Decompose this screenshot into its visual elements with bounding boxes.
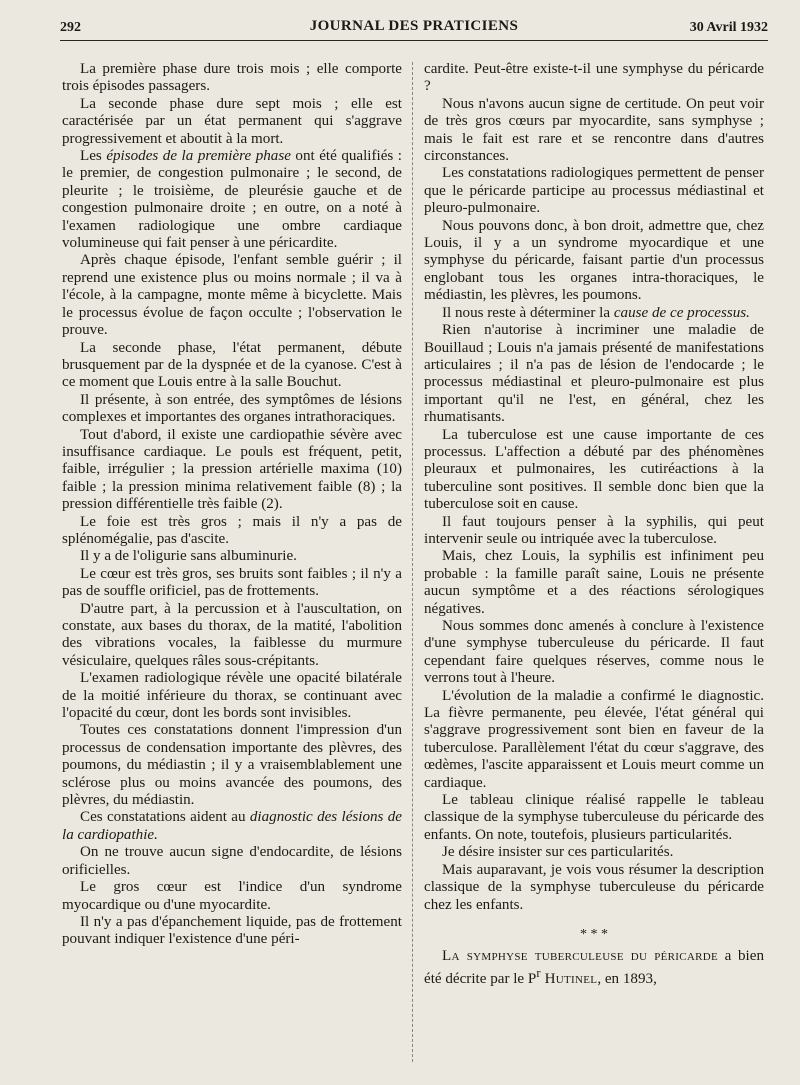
paragraph: D'autre part, à la percussion et à l'auscultation, on constate, aux bases du thorax, de la matité, l'abolition des vibrations vocales, la faiblesse du murmure vésiculaire, quelques râles sous-crépitants. — [62, 600, 402, 669]
paragraph: Rien n'autorise à incriminer une maladie de Bouillaud ; Louis n'a jamais présenté de manifestations articulaires ; il n'a pas de lésion de l'endocarde ; le processus médiastinal et pleuro-pulmonaire est plus important qu'il ne l'est, en général, chez les rhumatisants. — [424, 322, 764, 426]
paragraph: Il n'y a pas d'épanchement liquide, pas de frottement pouvant indiquer l'existence d'une péri- — [62, 913, 402, 948]
paragraph: Toutes ces constatations donnent l'impression d'un processus de condensation importante des plèvres, des poumons, du médiastin ; il y a vraisemblablement une sclérose plus ou moins avancée des poumons, des plèvres, du médiastin. — [62, 722, 402, 809]
author-name: Hutinel — [540, 971, 598, 988]
paragraph: Le gros cœur est l'indice d'un syndrome myocardique ou d'une myocardite. — [62, 879, 402, 913]
paragraph: La seconde phase, l'état permanent, débute brusquement par de la dyspnée et de la cyanose. C'est à ce moment que Louis entre à la salle Bouchut. — [62, 339, 402, 391]
left-column — [62, 61, 402, 949]
paragraph: Nous pouvons donc, à bon droit, admettre que, chez Louis, il y a un syndrome myocardique et une symphyse du péricarde, faisant partie d'un processus englobant tous les organes intra-thoraciques, le médiastin, les plèvres, les poumons. — [424, 217, 764, 304]
paragraph: La tuberculose est une cause importante de ces processus. L'affection a débuté par des phénomènes pleuraux et pulmonaires, les cutiréactions à la tuberculine sont positives. Il semble donc bien que la tuberculose soit en cause. — [424, 426, 764, 513]
paragraph: Il y a de l'oligurie sans albuminurie. — [80, 548, 297, 565]
section-separator-stars: * * * — [580, 926, 608, 942]
superscript-run: r — [536, 966, 541, 981]
text-run: Ces constatations aident au — [80, 809, 250, 826]
issue-date: 30 Avril 1932 — [689, 20, 768, 35]
paragraph: L'évolution de la maladie a confirmé le diagnostic. La fièvre permanente, peu élevée, l'état général qui s'aggrave progressivement sont bien en faveur de la tuberculose. Parallèlement l'état du cœur s'aggrave, des œdèmes, l'ascite apparaissent et Louis meurt comme un cardiaque. — [424, 687, 764, 791]
paragraph — [424, 948, 764, 989]
paragraph: Mais, chez Louis, la syphilis est infiniment peu probable : la famille paraît saine, Louis ne présente aucun symptôme et a des réactions sérologiques négatives. — [424, 548, 764, 617]
paragraph: Nous sommes donc amenés à conclure à l'existence d'une symphyse tuberculeuse du péricarde. Il faut cependant faire quelques réserves, comme nous le verrons tout à l'heure. — [424, 618, 764, 687]
italic-run: diagnostic des lésions de la cardiopathie. — [62, 809, 402, 843]
paragraph: Mais auparavant, je vois vous résumer la description classique de la symphyse tuberculeuse du péricarde chez les enfants. — [424, 861, 764, 913]
text-run: Les — [80, 148, 107, 165]
paragraph — [62, 148, 402, 252]
paragraph: Après chaque épisode, l'enfant semble guérir ; il reprend une existence plus ou moins normale ; il va à l'école, à la campagne, monte même à bicyclette. Mais le processus évolue de façon occulte ; l'observation le prouve. — [62, 252, 402, 339]
paragraph — [424, 305, 764, 322]
text-run: ont été qualifiés : le premier, de congestion pulmonaire ; le second, de pleurite ; le troisième, de pleurésie gauche et de congestion pulmonaire droite ; en outre, on a noté à l'examen radiologique une ombre cardiaque volumineuse qui fait penser à une péricardite. — [62, 148, 402, 252]
paragraph: Je désire insister sur ces particularités. — [442, 844, 674, 861]
text-run: Il nous reste à déterminer la — [442, 304, 614, 321]
paragraph: L'examen radiologique révèle une opacité bilatérale de la moitié inférieure du thorax, se continuant avec l'opacité du cœur, dont les bords sont invisibles. — [62, 670, 402, 722]
paragraph: Nous n'avons aucun signe de certitude. On peut voir de très gros cœurs par myocardite, sans symphyse ; mais le fait est rare et se rencontre dans d'autres circonstances. — [424, 95, 764, 165]
text-run: , en 1893, — [597, 971, 657, 988]
paragraph — [62, 809, 402, 844]
paragraph: Il présente, à son entrée, des symptômes de lésions complexes et importantes des organes intrathoraciques. — [62, 391, 402, 426]
paragraph: La seconde phase dure sept mois ; elle est caractérisée par un état permanent qui s'aggrave progressivement et aboutit à la mort. — [62, 95, 402, 147]
paragraph: La première phase dure trois mois ; elle comporte trois épisodes passagers. — [62, 61, 402, 95]
page-number: 292 — [60, 20, 81, 35]
paragraph: On ne trouve aucun signe d'endocardite, de lésions orificielles. — [62, 844, 402, 878]
text-run: a bien été décrite par le P — [424, 947, 764, 988]
paragraph: Tout d'abord, il existe une cardiopathie sévère avec insuffisance cardiaque. Le pouls est fréquent, petit, faible, irrégulier ; la pression artérielle maxima (10) faible ; la pression minima relativement faible (8) ; la pression différentielle très faible (2). — [62, 426, 402, 513]
italic-run: épisodes de la première phase — [106, 148, 291, 165]
paragraph: Le tableau clinique réalisé rappelle le tableau classique de la symphyse tuberculeuse du péricarde des enfants. On note, toutefois, plusieurs particularités. — [424, 792, 764, 843]
italic-run: cause de ce processus. — [613, 304, 750, 321]
journal-title: JOURNAL DES PRATICIENS — [309, 18, 519, 34]
small-caps-run: La symphyse tuberculeuse du péricarde — [442, 947, 719, 964]
right-column — [424, 61, 764, 989]
paragraph: Le cœur est très gros, ses bruits sont faibles ; il n'y a pas de souffle orificiel, pas de frottements. — [62, 565, 402, 600]
paragraph: Les constatations radiologiques permettent de penser que le péricarde participe au processus médiastinal et pleuro-pulmonaire. — [424, 165, 764, 217]
paragraph: Le foie est très gros ; mais il n'y a pas de splénomégalie, pas d'ascite. — [62, 513, 402, 547]
column-divider — [412, 62, 413, 1062]
running-header — [60, 16, 768, 41]
paragraph: cardite. Peut-être existe-t-il une symphyse du péricarde ? — [424, 61, 764, 95]
paragraph: Il faut toujours penser à la syphilis, qui peut intervenir seule ou intriquée avec la tuberculose. — [424, 513, 764, 547]
